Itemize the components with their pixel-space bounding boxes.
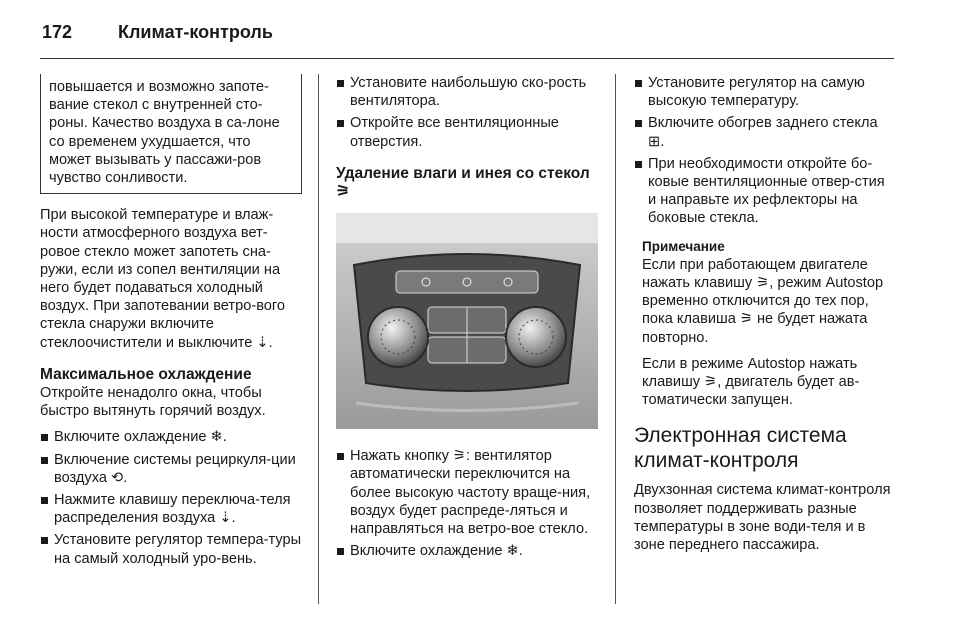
warning-box bbox=[40, 74, 302, 194]
section-heading: Максимальное охлаждение bbox=[40, 365, 252, 383]
section-heading: Электронная система климат-контроля bbox=[634, 424, 847, 473]
column-divider bbox=[318, 74, 319, 604]
paragraph: Двухзонная система климат-контроля позволяет поддерживать разные температуры в зоне води-теля и в зоне переднего пассажира. bbox=[634, 482, 891, 554]
bullet-list bbox=[336, 74, 598, 151]
note-text: Если в режиме Autostop нажать клавишу ⚞, двигатель будет ав-томатически запущен. bbox=[642, 355, 860, 409]
page-header bbox=[42, 22, 273, 43]
list-item: Нажать кнопку ⚞: вентилятор автоматически переключится на более высокую частоту враще-ния, воздух будет распреде-ляться и направляться на ветро-вое стекло. bbox=[336, 447, 598, 538]
climate-panel-image bbox=[336, 213, 598, 429]
column-2 bbox=[336, 74, 598, 566]
list-item: Установите регулятор темпера-туры на самый холодный уро-вень. bbox=[40, 531, 302, 567]
section-heading: Удаление влаги и инея со стекол ⚞ bbox=[336, 164, 590, 201]
bullet-list bbox=[40, 428, 302, 567]
bullet-list bbox=[634, 74, 896, 228]
note-heading: Примечание bbox=[642, 238, 725, 254]
list-item: При необходимости откройте бо-ковые вентиляционные отвер-стия и направьте их рефлекторы на боковые стекла. bbox=[634, 155, 896, 228]
note-text: Если при работающем двигателе нажать клавишу ⚞, режим Autostop временно отключится до тех пор, пока клавиша ⚞ не будет нажата повторно. bbox=[642, 256, 884, 346]
paragraph: Откройте ненадолго окна, чтобы быстро вытянуть горячий воздух. bbox=[40, 385, 266, 420]
list-item: Нажмите клавишу переключа-теля распределения воздуха ⇣. bbox=[40, 491, 302, 527]
column-1 bbox=[40, 74, 302, 574]
list-item: Включите охлаждение ❄. bbox=[40, 428, 302, 446]
list-item: Включите охлаждение ❄. bbox=[336, 542, 598, 560]
list-item: Включите обогрев заднего стекла ⊞. bbox=[634, 114, 896, 150]
list-item: Откройте все вентиляционные отверстия. bbox=[336, 114, 598, 150]
column-divider bbox=[615, 74, 616, 604]
page-number: 172 bbox=[42, 22, 73, 42]
bullet-list bbox=[336, 447, 598, 560]
header-rule bbox=[40, 58, 894, 59]
column-3 bbox=[634, 74, 896, 562]
list-item: Включение системы рециркуля-ции воздуха ⟲. bbox=[40, 451, 302, 487]
list-item: Установите регулятор на самую высокую температуру. bbox=[634, 74, 896, 110]
warning-text: повышается и возможно запоте-вание стекол с внутренней сто-роны. Качество воздуха в са-лоне со временем ухудшается, что может вызывать у пассажи-ров чувство сонливости. bbox=[49, 79, 280, 187]
note-block bbox=[634, 238, 896, 410]
page-title: Климат-контроль bbox=[118, 22, 273, 42]
paragraph: При высокой температуре и влаж-ности атмосферного воздуха вет-ровое стекло может запотеть сна-ружи, если из сопел вентиляции на него будет подаваться холодный воздух. При запотевании ветро-вого стекла снаружи включите стеклоочистители и выключите ⇣. bbox=[40, 207, 286, 351]
list-item: Установите наибольшую ско-рость вентилятора. bbox=[336, 74, 598, 110]
